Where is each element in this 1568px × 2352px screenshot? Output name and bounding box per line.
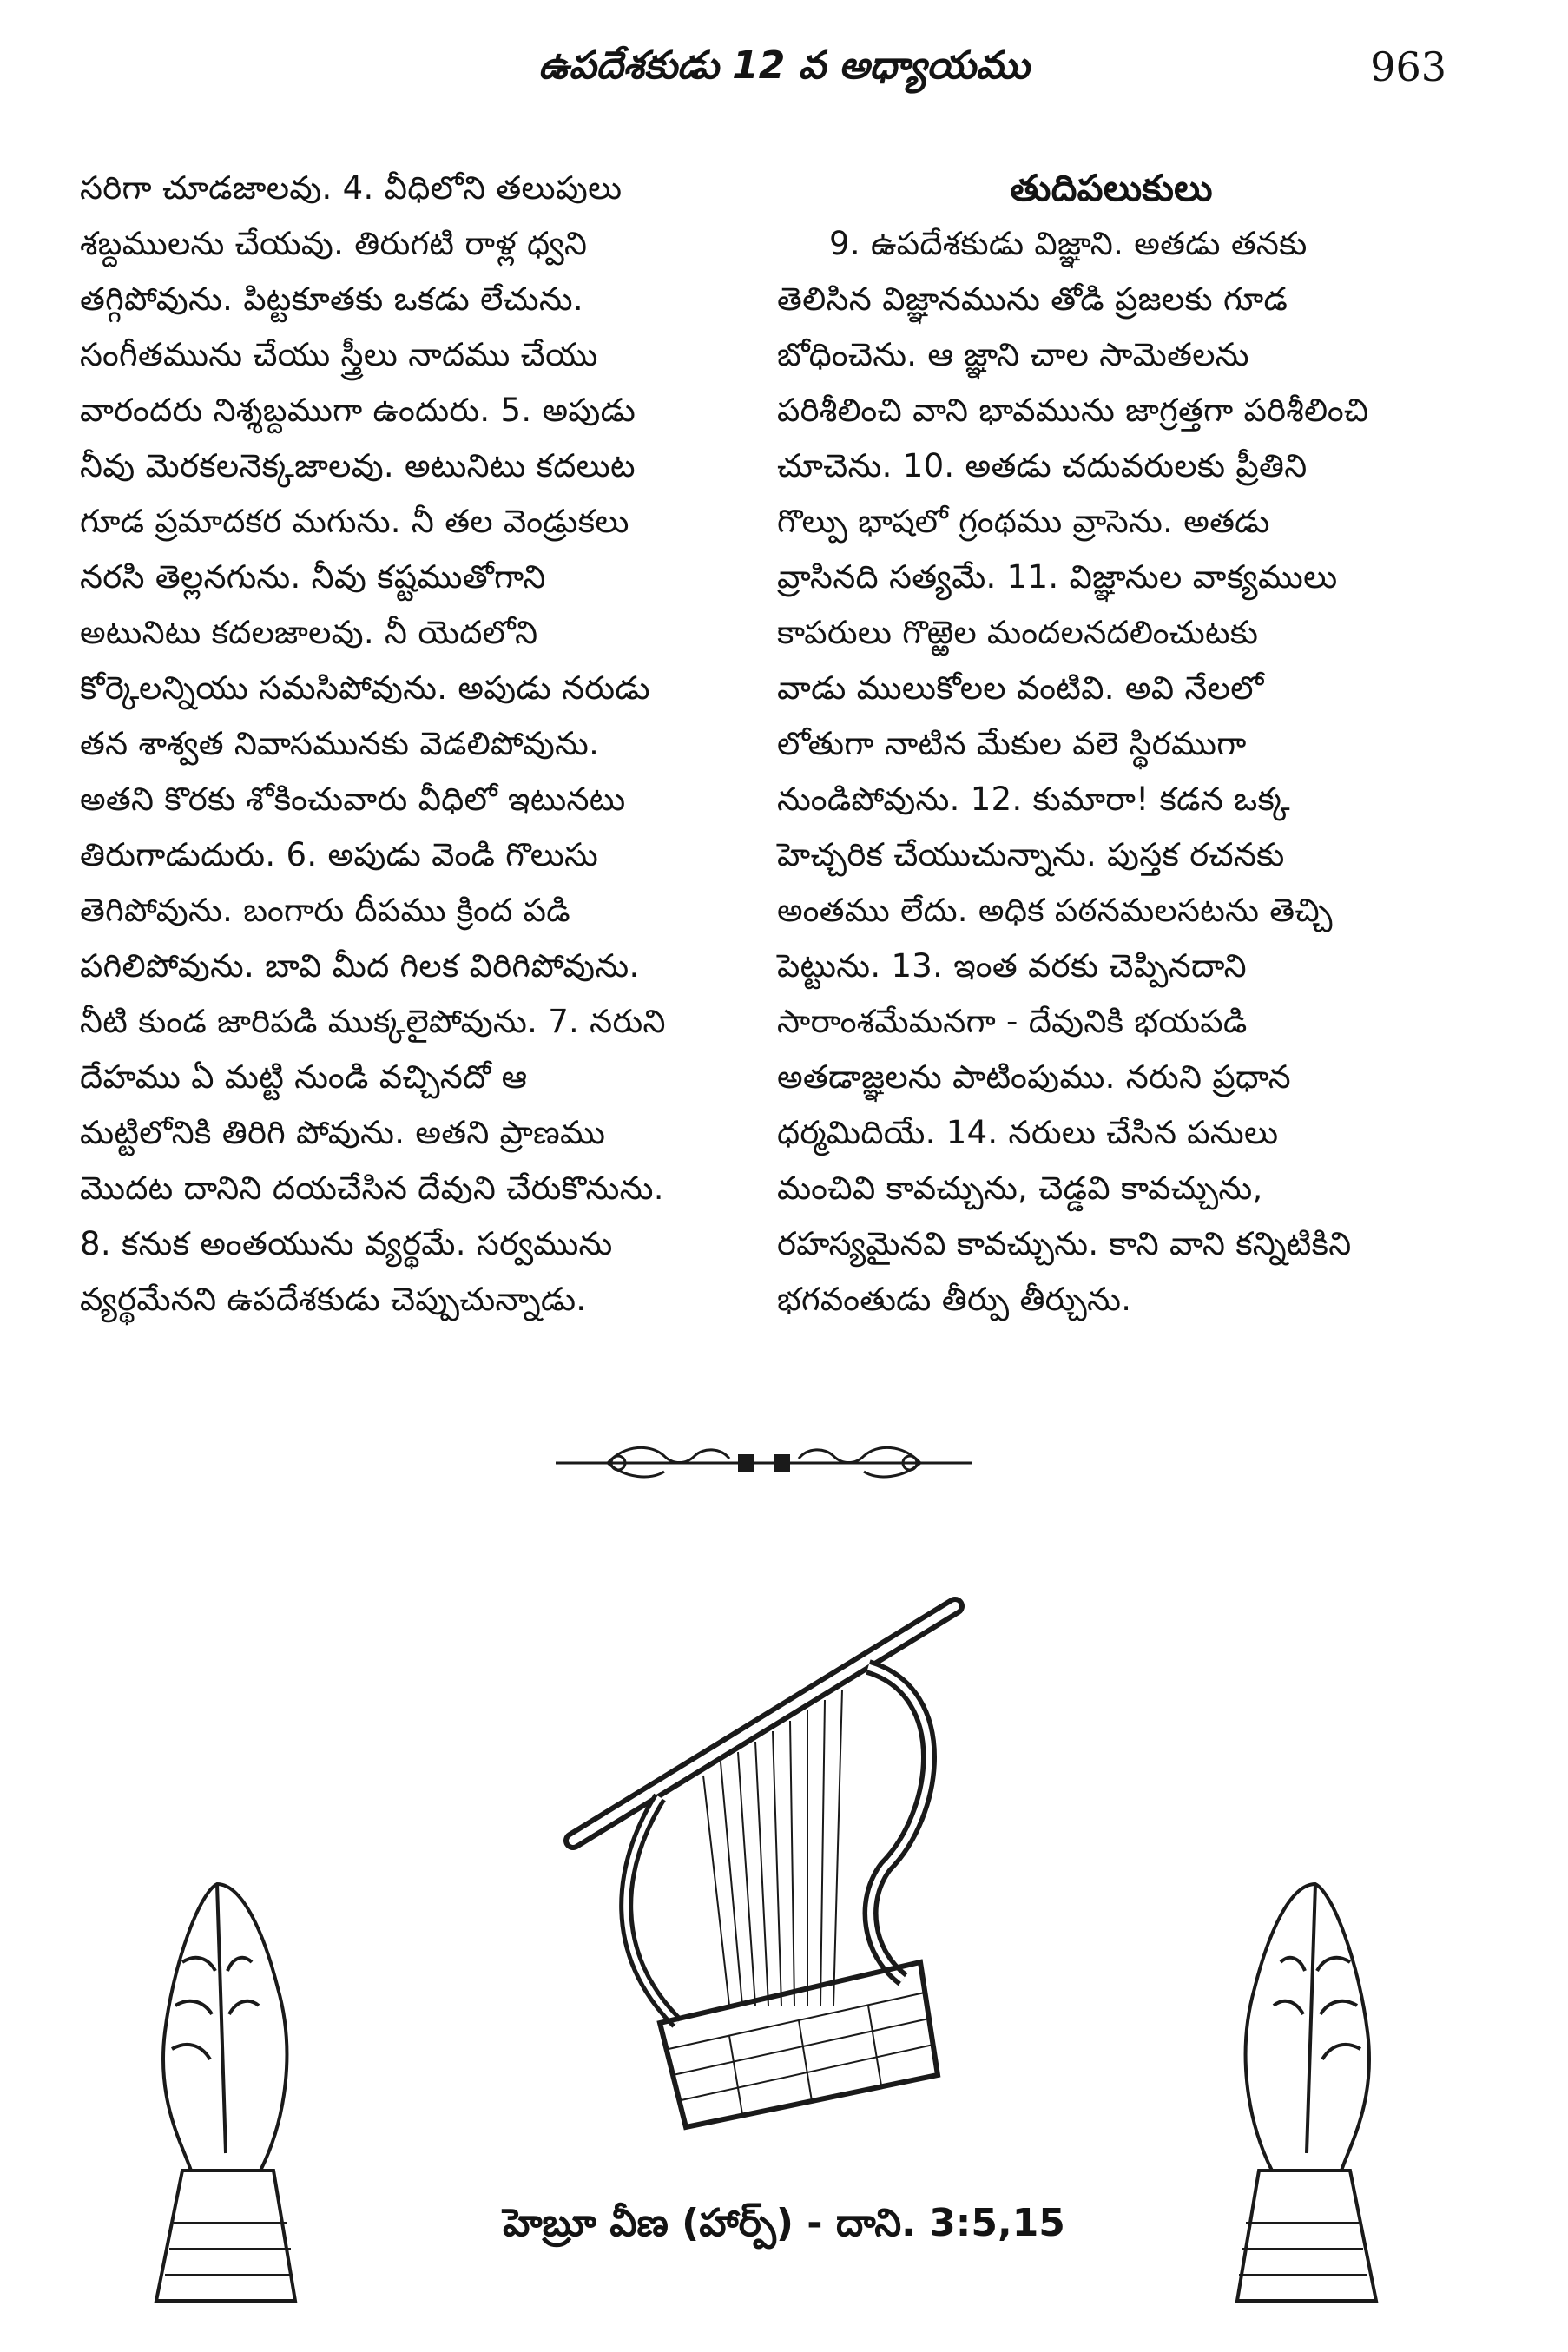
text-line: అతని కొరకు శోకించువారు వీధిలో ఇటునటు (80, 781, 626, 818)
text-line: పగిలిపోవును. బావి మీద గిలక విరిగిపోవును. (80, 947, 640, 985)
text-line: భగవంతుడు తీర్పు తీర్చును. (777, 1281, 1132, 1318)
text-line: సరిగా చూడజాలవు. 4. వీధిలోని తలుపులు (80, 169, 623, 207)
text-line: లోతుగా నాటిన మేకుల వలె స్థిరముగా (777, 725, 1247, 762)
text-line: వ్యర్థమేనని ఉపదేశకుడు చెప్పుచున్నాడు. (80, 1281, 587, 1318)
text-line: మొదట దానిని దయచేసిన దేవుని చేరుకొనును. (80, 1169, 664, 1207)
text-line: తిరుగాడుదురు. 6. అపుడు వెండి గొలుసు (80, 836, 599, 873)
text-line: సారాంశమేమనగా - దేవునికి భయపడి (777, 1003, 1248, 1040)
text-line: వారందరు నిశ్శబ్దముగా ఉందురు. 5. అపుడు (80, 392, 636, 429)
text-line: రహస్యమైనవి కావచ్చును. కాని వాని కన్నిటికిని (777, 1225, 1352, 1262)
text-line: పెట్టును. 13. ఇంత వరకు చెప్పినదాని (777, 947, 1247, 985)
text-line: శబ్దములను చేయవు. తిరుగటి రాళ్ల ధ్వని (80, 225, 588, 262)
text-line: నీవు మెరకలనెక్కజాలవు. అటునిటు కదలుట (80, 447, 636, 484)
text-line: ధర్మమిదియే. 14. నరులు చేసిన పనులు (777, 1114, 1279, 1151)
text-line: సంగీతమును చేయు స్త్రీలు నాదము చేయు (80, 336, 598, 373)
section-heading: తుదిపలుకులు (1010, 167, 1213, 209)
text-line: హెచ్చరిక చేయుచున్నాను. పుస్తక రచనకు (777, 836, 1285, 873)
text-line: తగ్గిపోవును. పిట్టకూతకు ఒకడు లేచును. (80, 280, 583, 318)
text-line: మట్టిలోనికి తిరిగి పోవును. అతని ప్రాణము (80, 1114, 606, 1151)
text-line: వ్రాసినది సత్యమే. 11. విజ్ఞానుల వాక్యములు (777, 558, 1338, 596)
text-line: వాడు ములుకోలల వంటివి. అవి నేలలో (777, 669, 1264, 707)
figure-caption: హెబ్రూ వీణ (హార్ప్) - దాని. 3:5,15 (503, 2201, 1065, 2245)
page-header (0, 43, 1568, 96)
text-line: అంతము లేదు. అధిక పఠనమలసటను తెచ్చి (777, 892, 1333, 929)
text-line: పరిశీలించి వాని భావమును జాగ్రత్తగా పరిశీలించి (777, 392, 1369, 429)
text-line: అటునిటు కదలజాలవు. నీ యెదలోని (80, 614, 538, 651)
left-column (80, 161, 748, 1328)
text-line: దేహము ఏ మట్టి నుండి వచ్చినదో ఆ (80, 1058, 528, 1096)
text-line: నరసి తెల్లనగును. నీవు కష్టముతోగాని (80, 558, 546, 596)
page-number: 963 (1370, 43, 1446, 90)
text-line: గొల్పు భాషలో గ్రంథము వ్రాసెను. అతడు (777, 503, 1270, 540)
right-column (777, 161, 1446, 1328)
text-line: తెలిసిన విజ్ఞానమును తోడి ప్రజలకు గూడ (777, 280, 1288, 318)
text-line: బోధించెను. ఆ జ్ఞాని చాల సామెతలను (777, 336, 1249, 373)
text-line: తెగిపోవును. బంగారు దీపము క్రింద పడి (80, 892, 570, 929)
text-line: కోర్కెలన్నియు సమసిపోవును. అపుడు నరుడు (80, 669, 650, 707)
text-line: చూచెను. 10. అతడు చదువరులకు ప్రీతిని (777, 447, 1308, 484)
text-line: మంచివి కావచ్చును, చెడ్డవి కావచ్చును, (777, 1169, 1263, 1207)
text-line: నీటి కుండ జారిపడి ముక్కలైపోవును. 7. నరుని (80, 1003, 666, 1040)
hebrew-harp-icon (556, 1589, 1007, 2153)
text-line: అతడాజ్ఞలను పాటింపుము. నరుని ప్రధాన (777, 1058, 1291, 1096)
text-line: గూడ ప్రమాదకర మగును. నీ తల వెండ్రుకలు (80, 503, 629, 540)
text-line: 9. ఉపదేశకుడు విజ్ఞాని. అతడు తనకు (829, 225, 1308, 262)
text-line: కాపరులు గొఱ్ఱెల మందలనదలించుటకు (777, 614, 1259, 651)
text-line: తన శాశ్వత నివాసమునకు వెడలిపోవును. (80, 725, 600, 762)
text-line: నుండిపోవును. 12. కుమారా! కడన ఒక్క (777, 781, 1290, 818)
page-title: ఉపదేశకుడు 12 వ అధ్యాయము (538, 43, 1030, 88)
ornamental-divider-icon (556, 1437, 972, 1489)
text-line: 8. కనుక అంతయును వ్యర్థమే. సర్వమును (80, 1225, 613, 1262)
